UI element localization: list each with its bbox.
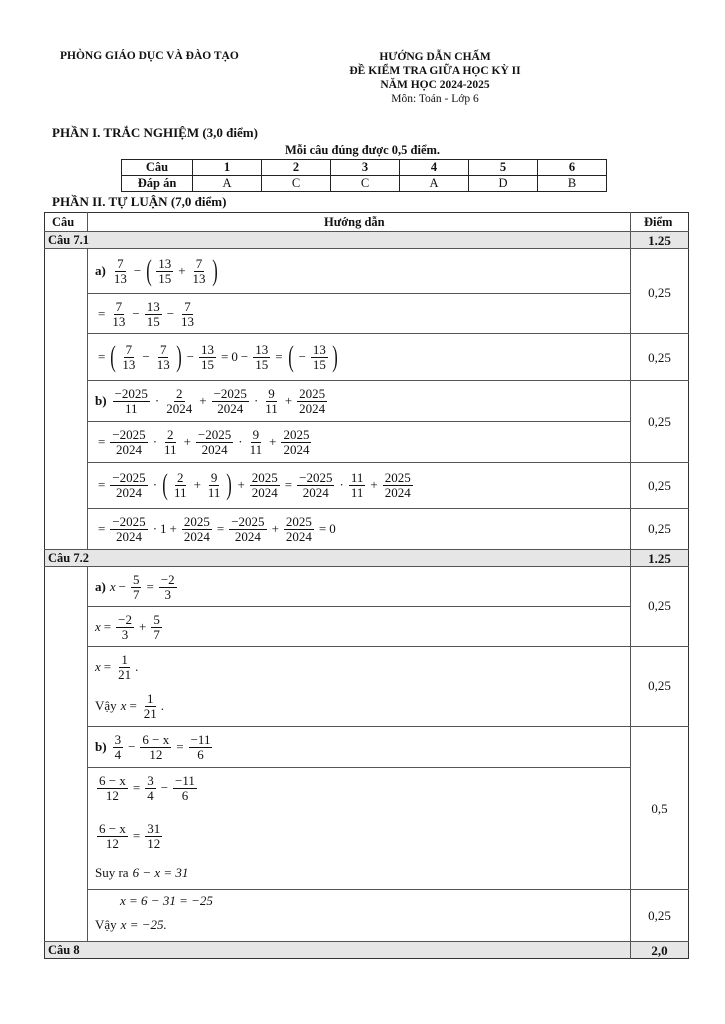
expr-7-2a-line1: a) x − $\frac{5}{7}$ = $\frac{-2}{3}$ [95,571,175,602]
section-label-7-2: Câu 7.2 [48,551,89,565]
answer-row [122,176,607,192]
q-cell: 2 [262,160,331,176]
a-cell: D [469,176,538,192]
expr-7-2a-line2: x = $\frac{-2}{3}$ + $\frac{5}{7}$ [95,611,160,642]
q-cell: 4 [400,160,469,176]
expr-7-2b-line1: b) 3 4 − $\frac{6 - x}{12}$ = $\frac{-11}{6}$ [95,731,211,762]
expr-7-2b-conclusion: Vậy x = −25. [95,917,167,932]
score-7-2-4: 0,25 [648,908,671,923]
expr-7-1a-line2: = $\frac{7}{13}$ − $\frac{13}{15}$ − $\frac{7}{13}$ [98,298,195,329]
part1-note: Mỗi câu đúng được 0,5 điểm. [284,143,441,157]
section-row-shade [45,232,688,248]
score-7-1-5: 0,25 [648,521,671,536]
question-row [122,160,607,176]
expr-7-2a-line3: x = $\frac{1}{21}$ . [95,651,139,682]
doc-title: HƯỚNG DẪN CHẤM [379,51,491,63]
a-cell: B [538,176,607,192]
expr-7-2b-line3: $\frac{6 - x}{12}$ = $\frac{31}{12}$ [99,820,161,851]
section-total-7-2: 1.25 [648,551,671,566]
section-total-8: 2,0 [651,943,668,958]
section-label-7-1: Câu 7.1 [48,233,89,247]
score-7-1-3: 0,25 [648,414,671,429]
score-7-1-1: 0,25 [648,285,671,300]
expr-7-2b-line4: Suy ra 6 − x = 31 [95,865,189,880]
expr-7-2b-line2: $\frac{6 - x}{12}$ = $\frac{3}{4}$ − $\frac{-11}{6}$ [99,772,195,803]
col-header-guide: Hướng dẫn [324,215,385,229]
score-7-2-3: 0,5 [651,801,668,816]
exam-name: ĐỀ KIỂM TRA GIỮA HỌC KỲ II [349,65,521,77]
q-cell: 5 [469,160,538,176]
department-name: PHÒNG GIÁO DỤC VÀ ĐÀO TẠO [60,50,239,62]
expr-7-1b-line3: = $\frac{-2025}{2024}$ · ( 2 11 + $\frac{9}{11}$ ) + $\frac{2025}{2024}$ = $\frac{-2025}{2024}$ · 11 11 + $\frac{2025}{2024}$ [98,468,411,501]
document-title-block [300,50,570,106]
score-7-2-1: 0,25 [648,598,671,613]
expr-7-1b-line4: = $\frac{-2025}{2024}$ · 1 + $\frac{2025}{2024}$ = $\frac{-2025}{2024}$ + $\frac{2025}{2024}$ = 0 [98,513,336,544]
a-cell: C [262,176,331,192]
school-year: NĂM HỌC 2024-2025 [380,79,490,91]
a-cell: C [331,176,400,192]
expr-7-1a-line3: = ( 7 13 − $\frac{7}{13}$ ) − $\frac{13}{15}$ = 0 − $\frac{13}{15}$ = ( − $\frac{13}{15}$ ) [98,340,338,373]
expr-7-1a-line1: a) 7 13 − ( 13 15 + $\frac{7}{13}$ ) [95,254,218,287]
expr-7-2a-conclusion: Vậy x = $\frac{1}{21}$ . [95,690,165,721]
score-7-2-2: 0,25 [648,678,671,693]
answer-key-table [121,159,607,192]
subject-grade: Môn: Toán - Lớp 6 [391,93,479,105]
answer-label: Đáp án [122,176,193,192]
a-cell: A [400,176,469,192]
a-cell: A [193,176,262,192]
expr-7-2b-line5: x = 6 − 31 = −25 [120,893,213,908]
part2-title: PHẦN II. TỰ LUẬN (7,0 điểm) [52,194,227,209]
score-7-1-2: 0,25 [648,350,671,365]
expr-7-1b-line1: b) −2025 11 · 2 2024 + $\frac{-2025}{2024}$ · 9 11 + $\frac{2025}{2024}$ [95,385,326,416]
score-7-1-4: 0,25 [648,478,671,493]
question-label: Câu [122,160,193,176]
section-total-7-1: 1.25 [648,233,671,248]
q-cell: 6 [538,160,607,176]
col-header-question: Câu [52,215,75,229]
expr-7-1b-line2: = $\frac{-2025}{2024}$ · 2 11 + $\frac{-2025}{2024}$ · 9 11 + $\frac{2025}{2024}$ [98,426,310,457]
section-row-shade [45,550,688,566]
q-cell: 3 [331,160,400,176]
col-header-score: Điểm [644,215,673,229]
section-label-8: Câu 8 [48,943,80,957]
section-row-shade [45,942,688,958]
part1-title: PHẦN I. TRẮC NGHIỆM (3,0 điểm) [52,125,258,140]
q-cell: 1 [193,160,262,176]
